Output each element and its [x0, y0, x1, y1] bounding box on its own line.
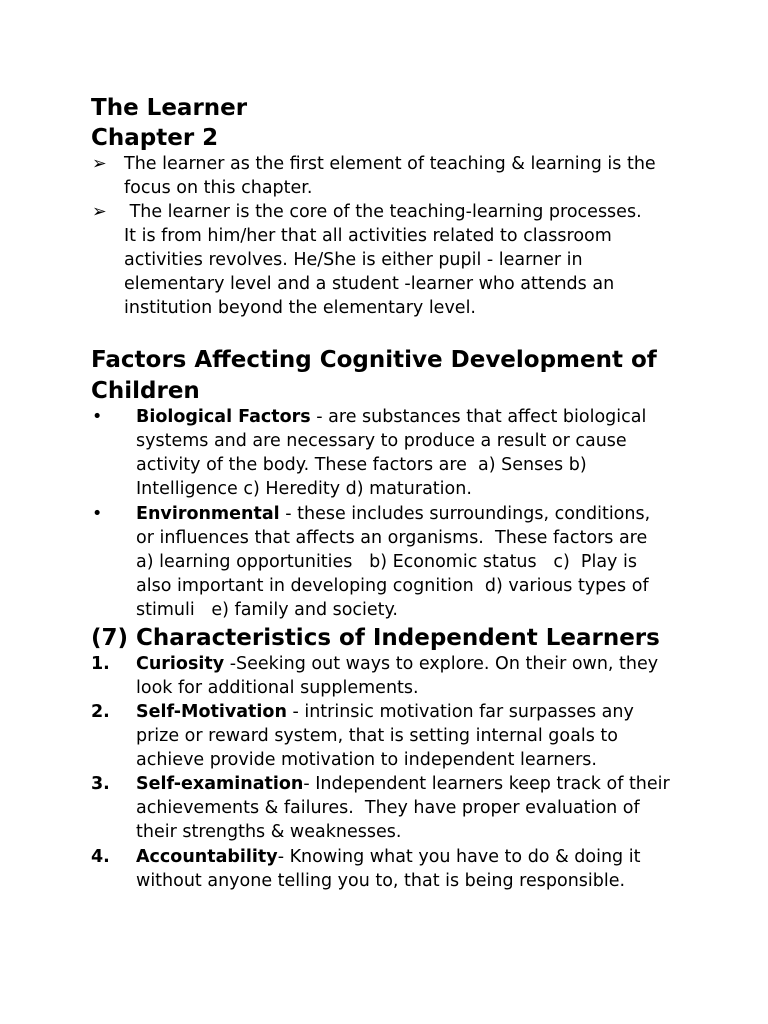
- text-line: [136, 845, 696, 869]
- term: Self-examination: [136, 774, 304, 794]
- definition: - are substances that affect biological: [310, 407, 647, 427]
- factor-item-text: [136, 405, 676, 501]
- text-line: [136, 700, 696, 724]
- chapter-title: Chapter 2: [91, 125, 219, 151]
- text-line: achieve provide motivation to independent learners.: [136, 750, 597, 770]
- text-line: activity of the body. These factors are a) Senses b): [136, 455, 587, 475]
- text-line: elementary level and a student -learner who attends an: [124, 274, 615, 294]
- term: Environmental: [136, 504, 280, 524]
- term: Accountability: [136, 847, 278, 867]
- text-line: stimuli e) family and society.: [136, 600, 398, 620]
- characteristic-item-text: [136, 772, 696, 844]
- text-line: without anyone telling you to, that is being responsible.: [136, 871, 626, 891]
- text-line: their strengths & weaknesses.: [136, 822, 402, 842]
- text-line: systems and are necessary to produce a result or cause: [136, 431, 627, 451]
- item-number: 1.: [91, 654, 110, 674]
- text-line: [136, 772, 696, 796]
- text-line: also important in developing cognition d) various types of: [136, 576, 649, 596]
- text-line: [136, 405, 676, 429]
- text-line: The learner is the core of the teaching-learning processes.: [124, 202, 642, 222]
- term: Curiosity: [136, 654, 225, 674]
- characteristic-item-text: [136, 652, 696, 700]
- text-line: or influences that affects an organisms. These factors are: [136, 528, 648, 548]
- text-line: prize or reward system, that is setting internal goals to: [136, 726, 618, 746]
- term: Self-Motivation: [136, 702, 287, 722]
- item-number: 4.: [91, 847, 110, 867]
- section-heading-factors: Factors Affecting Cognitive Development of: [91, 347, 657, 373]
- section-heading-factors-cont: Children: [91, 378, 200, 404]
- text-line: [136, 652, 696, 676]
- text-line: look for additional supplements.: [136, 678, 419, 698]
- bullet-icon: •: [92, 407, 103, 427]
- arrow-bullet-icon: ➢: [92, 154, 107, 174]
- text-line: The learner as the first element of teaching & learning is the: [124, 154, 656, 174]
- bullet-icon: •: [92, 504, 103, 524]
- characteristic-item-text: [136, 845, 696, 893]
- arrow-bullet-icon: ➢: [92, 202, 107, 222]
- section-heading-characteristics: (7) Characteristics of Independent Learners: [91, 625, 660, 651]
- text-line: achievements & failures. They have proper evaluation of: [136, 798, 640, 818]
- text-line: Intelligence c) Heredity d) maturation.: [136, 479, 472, 499]
- text-line: It is from him/her that all activities related to classroom: [124, 226, 612, 246]
- text-line: activities revolves. He/She is either pupil - learner in: [124, 250, 583, 270]
- definition: - Independent learners keep track of their: [303, 774, 670, 794]
- term: Biological Factors: [136, 407, 311, 427]
- intro-item-text: [124, 152, 704, 200]
- item-number: 2.: [91, 702, 110, 722]
- text-line: a) learning opportunities b) Economic status c) Play is: [136, 552, 637, 572]
- definition: - Knowing what you have to do & doing it: [277, 847, 641, 867]
- item-number: 3.: [91, 774, 110, 794]
- definition: - these includes surroundings, conditions,: [279, 504, 651, 524]
- text-line: institution beyond the elementary level.: [124, 298, 476, 318]
- factor-item-text: [136, 502, 676, 622]
- characteristic-item-text: [136, 700, 696, 772]
- page-title: The Learner: [91, 95, 248, 121]
- definition: - intrinsic motivation far surpasses any: [286, 702, 634, 722]
- text-line: [136, 502, 676, 526]
- text-line: focus on this chapter.: [124, 178, 313, 198]
- definition: -Seeking out ways to explore. On their own, they: [224, 654, 659, 674]
- intro-item-text: [124, 200, 704, 320]
